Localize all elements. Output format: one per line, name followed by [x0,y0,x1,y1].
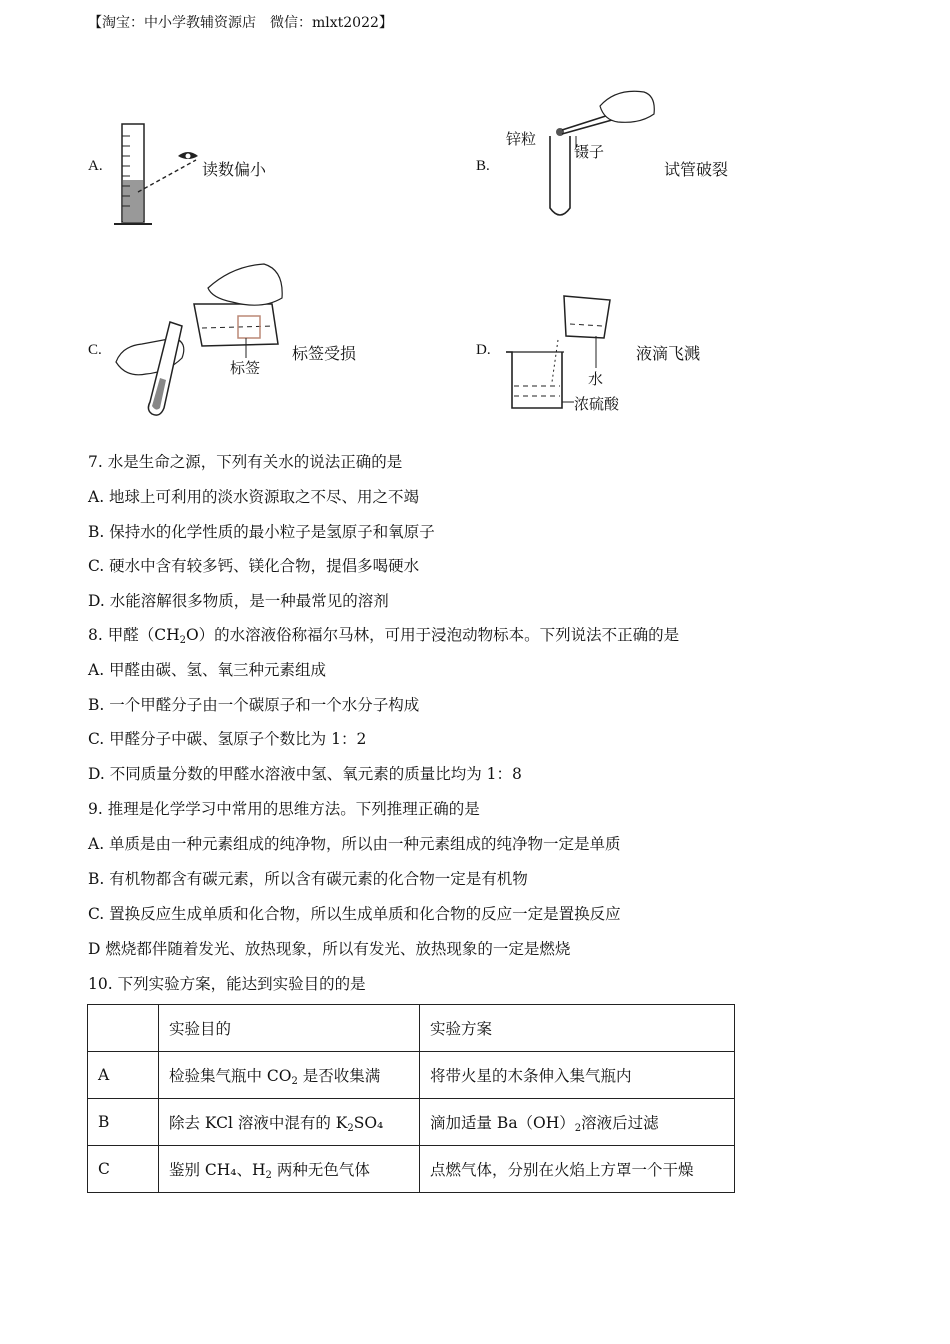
pouring-liquid-figure [112,262,288,418]
sulfuric-acid-label: 浓硫酸 [574,395,620,413]
label-tag-label: 标签 [230,359,261,377]
table-cell-purpose [159,1052,420,1099]
cell-text: 除去 KCl 溶液中混有的 K [169,1113,348,1132]
table-cell-plan [420,1146,735,1193]
table-row-key: C [88,1146,159,1193]
option-d-caption: 液滴飞溅 [636,344,701,363]
table-header-cell [88,1005,159,1052]
cell-subscript: 2 [291,1075,298,1087]
table-cell-purpose [159,1099,420,1146]
cell-text: 溶液后过滤 [581,1113,659,1132]
table-cell-plan [420,1099,735,1146]
cell-text: 检验集气瓶中 CO [169,1066,292,1085]
experiment-table [87,1004,735,1193]
q9-stem: 9. 推理是化学学习中常用的思维方法。下列推理正确的是 [88,800,480,818]
option-d-letter: D. [476,342,491,358]
q7-option-b: B. 保持水的化学性质的最小粒子是氢原子和氧原子 [88,523,435,541]
table-row-key: A [88,1052,159,1099]
q8-option-c: C. 甲醛分子中碳、氢原子个数比为 1：2 [88,730,367,748]
option-b-letter: B. [476,158,490,174]
table-header-cell: 实验目的 [159,1005,420,1052]
graduated-cylinder-figure [108,118,208,230]
cell-text: 两种无色气体 [271,1160,370,1179]
q9-option-c: C. 置换反应生成单质和化合物，所以生成单质和化合物的反应一定是置换反应 [88,905,621,923]
water-label: 水 [588,370,604,388]
q8-option-b: B. 一个甲醛分子由一个碳原子和一个水分子构成 [88,696,420,714]
table-row-key: B [88,1099,159,1146]
cell-subscript: 2 [265,1169,272,1181]
cell-text: 鉴别 CH₄、H [169,1160,266,1179]
option-a-letter: A. [88,158,103,174]
cell-text: 将带火星的木条伸入集气瓶内 [430,1066,632,1085]
table-header-row [88,1005,735,1052]
table-cell-plan [420,1052,735,1099]
table-header-cell: 实验方案 [420,1005,735,1052]
option-a-caption: 读数偏小 [202,160,267,179]
q7-option-c: C. 硬水中含有较多钙、镁化合物，提倡多喝硬水 [88,557,420,575]
table-row [88,1099,735,1146]
q8-option-d: D. 不同质量分数的甲醛水溶液中氢、氧元素的质量比均为 1：8 [88,765,522,783]
q9-option-d: D 燃烧都伴随着发光、放热现象，所以有发光、放热现象的一定是燃烧 [88,940,571,958]
cell-text: SO₄ [353,1113,384,1132]
q8-stem-part: O）的水溶液俗称福尔马林，可用于浸泡动物标本。下列说法不正确的是 [185,626,680,644]
option-c-caption: 标签受损 [292,344,357,363]
q9-option-a: A. 单质是由一种元素组成的纯净物，所以由一种元素组成的纯净物一定是单质 [88,835,621,853]
q7-option-d: D. 水能溶解很多物质，是一种最常见的溶剂 [88,592,389,610]
cell-text: 是否收集满 [297,1066,381,1085]
option-c-letter: C. [88,342,102,358]
zinc-granule-label: 锌粒 [506,130,537,148]
tweezers-label: 镊子 [574,143,605,161]
cell-subscript: 2 [347,1122,354,1134]
cell-text: 滴加适量 Ba（OH） [430,1113,575,1132]
q8-stem [88,623,679,646]
option-b-caption: 试管破裂 [664,160,729,179]
page-header: 【淘宝：中小学教辅资源店 微信：mlxt2022】 [88,15,393,31]
q9-option-b: B. 有机物都含有碳元素，所以含有碳元素的化合物一定是有机物 [88,870,528,888]
q7-option-a: A. 地球上可利用的淡水资源取之不尽、用之不竭 [88,488,420,506]
table-row [88,1146,735,1193]
cell-text: 点燃气体，分别在火焰上方罩一个干燥 [430,1160,694,1179]
q8-stem-part: 8. 甲醛（CH [88,626,180,644]
cell-subscript: 2 [574,1122,582,1134]
eye-icon [176,148,200,164]
q8-option-a: A. 甲醛由碳、氢、氧三种元素组成 [88,661,327,679]
table-cell-purpose [159,1146,420,1193]
q7-stem: 7. 水是生命之源，下列有关水的说法正确的是 [88,453,403,471]
table-row [88,1052,735,1099]
q8-stem-subscript: 2 [179,635,186,646]
q10-stem: 10. 下列实验方案，能达到实验目的的是 [88,975,366,993]
